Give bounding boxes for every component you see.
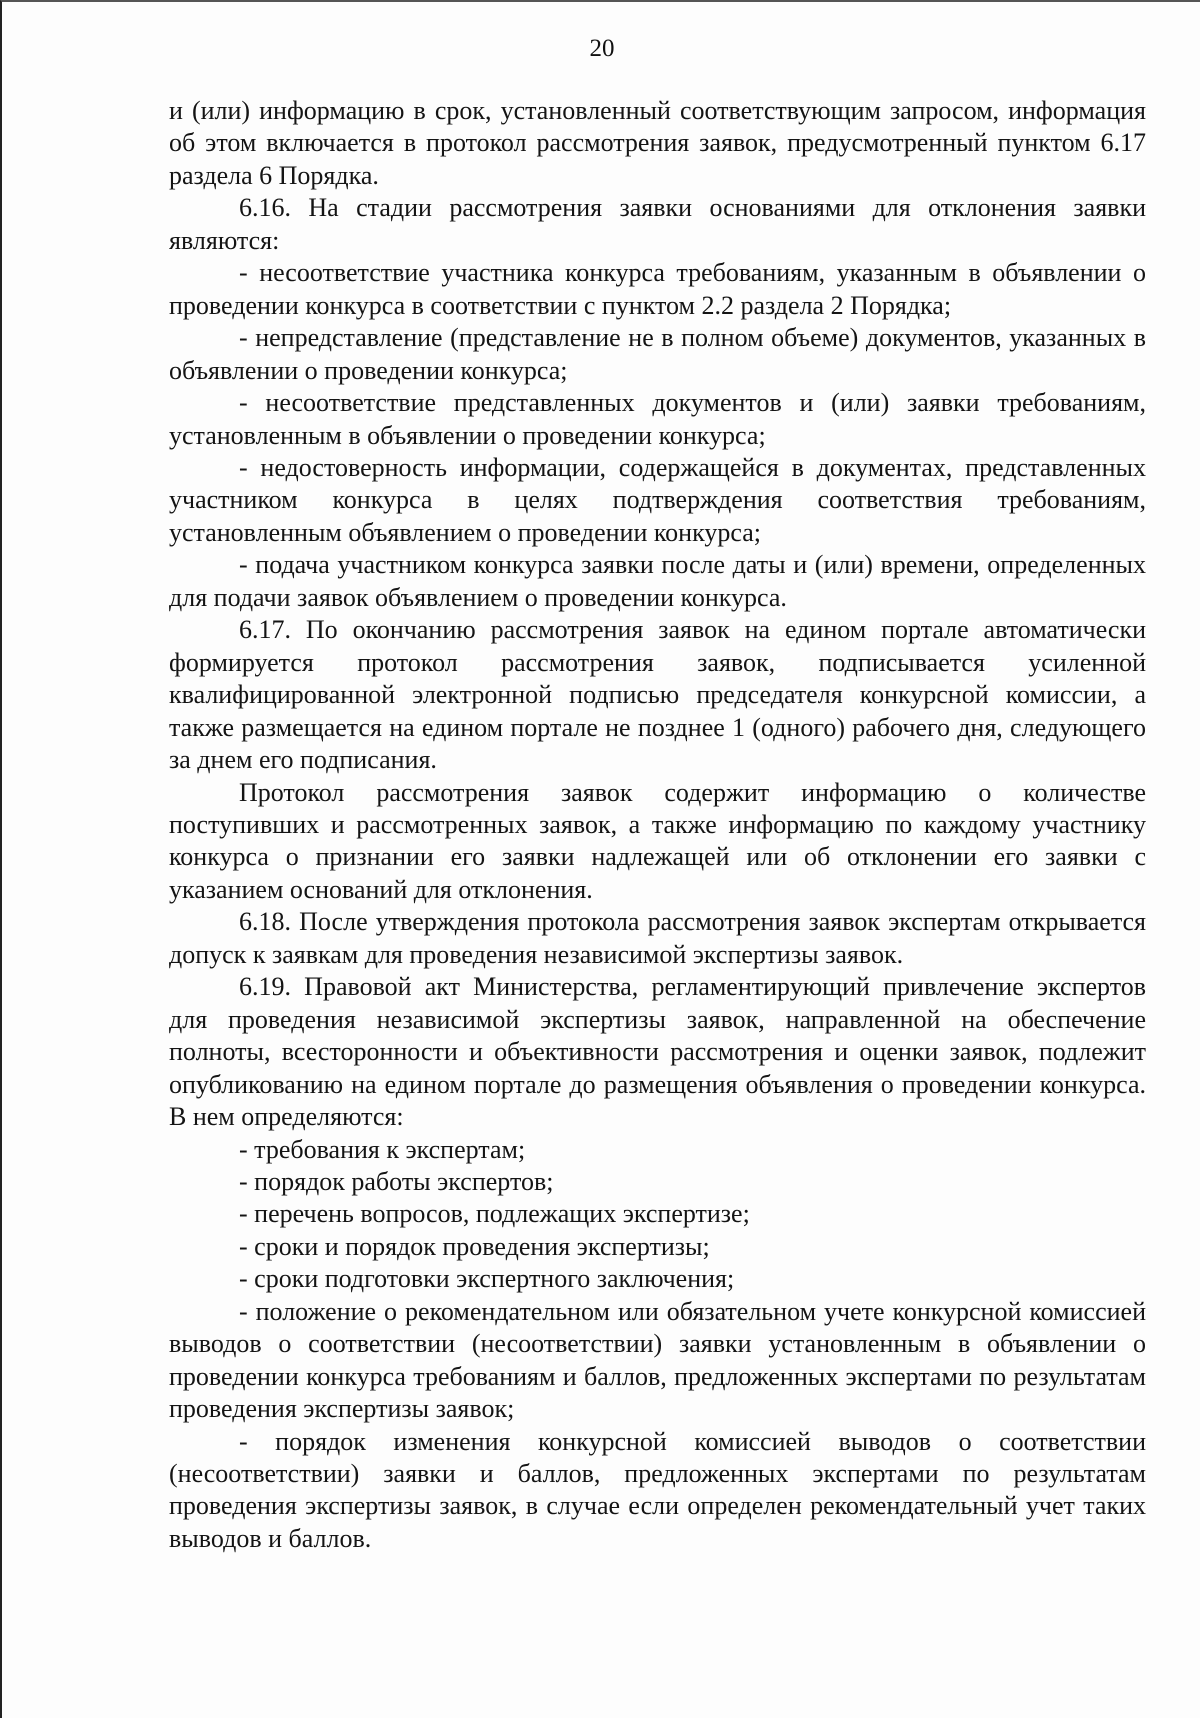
list-item: - сроки и порядок проведения экспертизы;	[239, 1231, 710, 1261]
body-text	[169, 95, 1146, 1555]
list-item: - сроки подготовки экспертного заключения;	[239, 1264, 735, 1294]
list-item: - требования к экспертам;	[239, 1134, 526, 1164]
paragraph: 6.18. После утверждения протокола рассмотрения заявок экспертам открывается допуск к заявкам для проведения независимой экспертизы заявок.	[169, 907, 1146, 969]
paragraph: 6.16. На стадии рассмотрения заявки основаниями для отклонения заявки являются:	[169, 193, 1146, 255]
list-item: - несоответствие представленных документов и (или) заявки требованиям, установленным в объявлении о проведении конкурса;	[169, 388, 1146, 450]
paragraph: 6.19. Правовой акт Министерства, регламентирующий привлечение экспертов для проведения независимой экспертизы заявок, направленной на обеспечение полноты, всесторонности и объективности рассмотрения и оценки заявок, подлежит опубликованию на едином портале до размещения объявления о проведении конкурса. В нем определяются:	[169, 972, 1146, 1132]
list-item: - порядок изменения конкурсной комиссией выводов о соответствии (несоответствии) заявки и баллов, предложенных экспертами по результатам проведения экспертизы заявок, в случае если определен рекомендательный учет таких выводов и баллов.	[169, 1426, 1146, 1553]
list-item: - положение о рекомендательном или обязательном учете конкурсной комиссией выводов о соответствии (несоответствии) заявки установленным в объявлении о проведении конкурса требованиям и баллов, предложенных экспертами по результатам проведения экспертизы заявок;	[169, 1296, 1146, 1424]
page-number: 20	[589, 35, 615, 62]
paragraph: и (или) информацию в срок, установленный соответствующим запросом, информация об этом включается в протокол рассмотрения заявок, предусмотренный пунктом 6.17 раздела 6 Порядка.	[169, 96, 1146, 190]
paragraph: 6.17. По окончанию рассмотрения заявок на едином портале автоматически формируется протокол рассмотрения заявок, подписывается усиленной квалифицированной электронной подписью председателя конкурсной комиссии, а также размещается на едином портале не позднее 1 (одного) рабочего дня, следующего за днем его подписания.	[169, 615, 1146, 775]
paragraph: Протокол рассмотрения заявок содержит информацию о количестве поступивших и рассмотренных заявок, а также информацию по каждому участнику конкурса о признании его заявки надлежащей или об отклонении его заявки с указанием оснований для отклонения.	[169, 777, 1146, 904]
list-item: - перечень вопросов, подлежащих экспертизе;	[239, 1199, 750, 1229]
list-item: - непредставление (представление не в полном объеме) документов, указанных в объявлении о проведении конкурса;	[169, 323, 1146, 385]
list-item: - подача участником конкурса заявки после даты и (или) времени, определенных для подачи заявок объявлением о проведении конкурса.	[169, 550, 1146, 612]
list-item: - порядок работы экспертов;	[239, 1166, 554, 1196]
list-item: - несоответствие участника конкурса требованиям, указанным в объявлении о проведении конкурса в соответствии с пунктом 2.2 раздела 2 Порядка;	[169, 258, 1146, 320]
list-item: - недостоверность информации, содержащейся в документах, представленных участником конкурса в целях подтверждения соответствия требованиям, установленным объявлением о проведении конкурса;	[169, 452, 1146, 547]
